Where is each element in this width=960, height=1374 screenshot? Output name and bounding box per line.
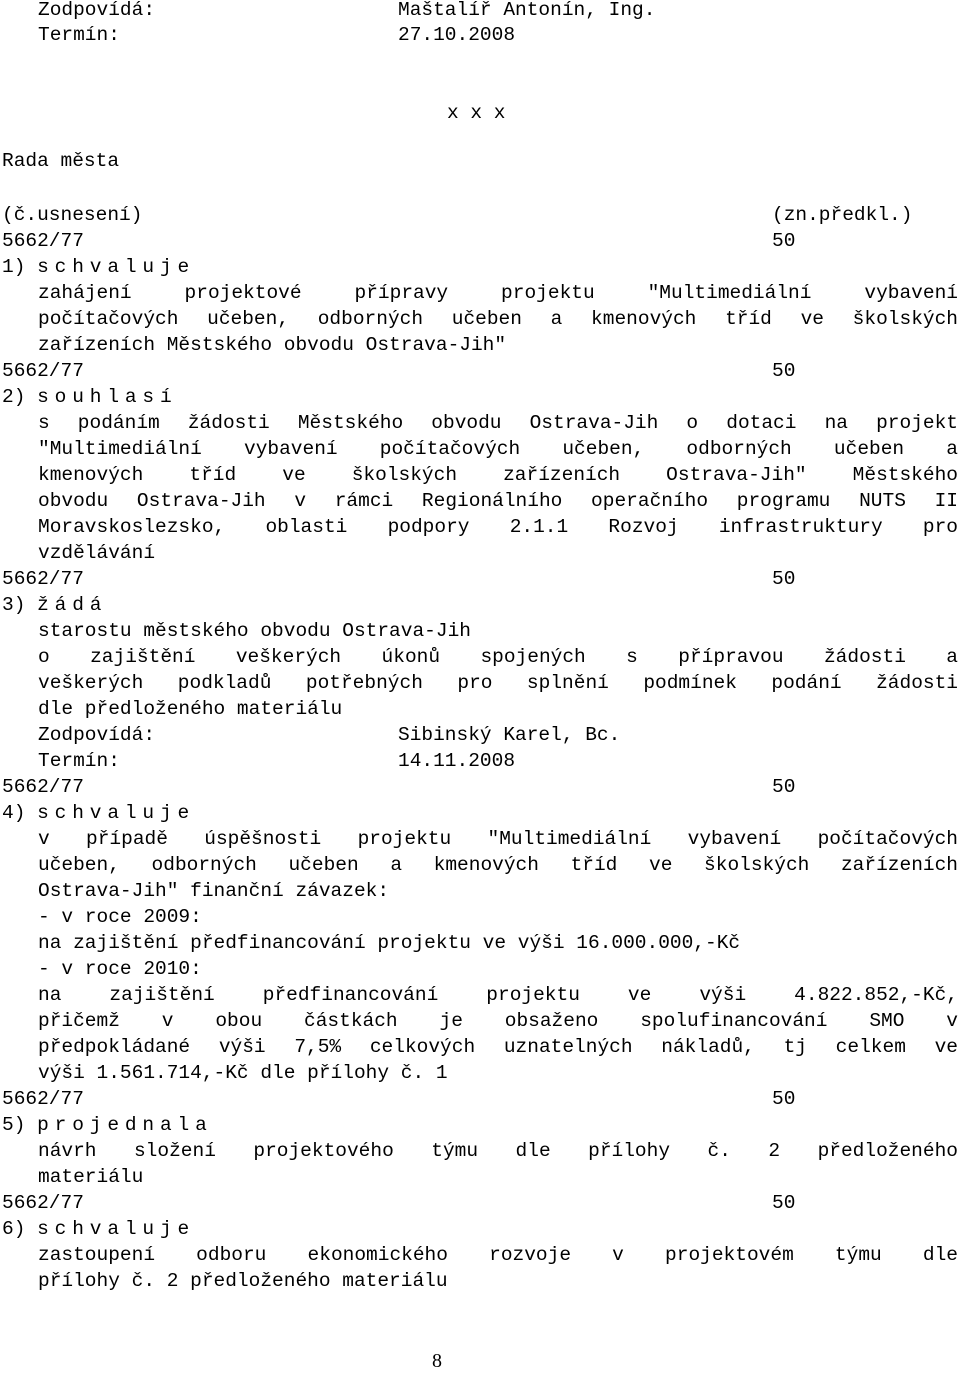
- column-left-header: (č.usnesení): [2, 204, 143, 226]
- resolution-verb: schvaluje: [37, 802, 196, 824]
- resolution-code: 50: [772, 360, 796, 382]
- resolution-verb: projednala: [37, 1114, 213, 1136]
- termin-value: 27.10.2008: [398, 24, 516, 46]
- resolution-code: 50: [772, 568, 796, 590]
- resolution-text: dle předloženého materiálu: [38, 698, 343, 720]
- termin-value: 14.11.2008: [398, 750, 516, 772]
- resolution-text: v případě úspěšnosti projektu "Multimediální vybavení počítačových: [38, 828, 958, 850]
- resolution-text: zastoupení odboru ekonomického rozvoje v projektovém týmu dle: [38, 1244, 958, 1266]
- resolution-text: učeben, odborných učeben a kmenových tříd ve školských zařízeních: [38, 854, 958, 876]
- resolution-number: 5662/77: [2, 568, 84, 590]
- resolution-number: 5662/77: [2, 776, 84, 798]
- zodpovida-value: Maštalíř Antonín, Ing.: [398, 0, 656, 21]
- resolution-text: obvodu Ostrava-Jih v rámci Regionálního operačního programu NUTS II: [38, 490, 958, 512]
- resolution-text: o zajištění veškerých úkonů spojených s přípravou žádosti a: [38, 646, 958, 668]
- resolution-label: 5) projednala: [2, 1114, 213, 1136]
- resolution-text: výši 1.561.714,-Kč dle přílohy č. 1: [38, 1062, 448, 1084]
- termin-label: Termín:: [38, 24, 120, 46]
- rada-title: Rada města: [2, 150, 120, 172]
- resolution-verb: souhlasí: [37, 386, 178, 408]
- resolution-text: s podáním žádosti Městského obvodu Ostrava-Jih o dotaci na projekt: [38, 412, 958, 434]
- zodpovida-label: Zodpovídá:: [38, 724, 156, 746]
- column-right-header: (zn.předkl.): [772, 204, 913, 226]
- page-number: 8: [432, 1350, 442, 1372]
- resolution-text: "Multimediální vybavení počítačových učeben, odborných učeben a: [38, 438, 958, 460]
- resolution-text: kmenových tříd ve školských zařízeních Ostrava-Jih" Městského: [38, 464, 958, 486]
- resolution-text: vzdělávání: [38, 542, 156, 564]
- resolution-code: 50: [772, 1088, 796, 1110]
- resolution-label: 6) schvaluje: [2, 1218, 196, 1240]
- resolution-label: 3) žádá: [2, 594, 108, 616]
- zodpovida-label: Zodpovídá:: [38, 0, 156, 21]
- resolution-text: - v roce 2009:: [38, 906, 202, 928]
- resolution-number: 5662/77: [2, 1192, 84, 1214]
- resolution-text: - v roce 2010:: [38, 958, 202, 980]
- resolution-code: 50: [772, 230, 796, 252]
- resolution-text: přílohy č. 2 předloženého materiálu: [38, 1270, 448, 1292]
- resolution-verb: schvaluje: [37, 256, 196, 278]
- resolution-number: 5662/77: [2, 230, 84, 252]
- resolution-text: Ostrava-Jih" finanční závazek:: [38, 880, 390, 902]
- resolution-text: předpokládané výši 7,5% celkových uznatelných nákladů, tj celkem ve: [38, 1036, 958, 1058]
- resolution-number: 5662/77: [2, 1088, 84, 1110]
- resolution-text: na zajištění předfinancování projektu ve výši 16.000.000,-Kč: [38, 932, 741, 954]
- resolution-label: 4) schvaluje: [2, 802, 196, 824]
- separator: x x x: [447, 102, 506, 124]
- resolution-text: počítačových učeben, odborných učeben a kmenových tříd ve školských: [38, 308, 958, 330]
- resolution-text: přičemž v obou částkách je obsaženo spolufinancování SMO v: [38, 1010, 958, 1032]
- resolution-verb: schvaluje: [37, 1218, 196, 1240]
- resolution-label: 2) souhlasí: [2, 386, 178, 408]
- resolution-text: na zajištění předfinancování projektu ve výši 4.822.852,-Kč,: [38, 984, 958, 1006]
- termin-label: Termín:: [38, 750, 120, 772]
- resolution-text: zařízeních Městského obvodu Ostrava-Jih": [38, 334, 507, 356]
- resolution-label: 1) schvaluje: [2, 256, 196, 278]
- resolution-text: starostu městského obvodu Ostrava-Jih: [38, 620, 471, 642]
- resolution-verb: žádá: [37, 594, 108, 616]
- resolution-text: materiálu: [38, 1166, 144, 1188]
- resolution-text: zahájení projektové přípravy projektu "Multimediální vybavení: [38, 282, 958, 304]
- resolution-text: Moravskoslezsko, oblasti podpory 2.1.1 Rozvoj infrastruktury pro: [38, 516, 958, 538]
- resolution-text: návrh složení projektového týmu dle přílohy č. 2 předloženého: [38, 1140, 958, 1162]
- resolution-number: 5662/77: [2, 360, 84, 382]
- resolution-code: 50: [772, 776, 796, 798]
- resolution-code: 50: [772, 1192, 796, 1214]
- resolution-text: veškerých podkladů potřebných pro splnění podmínek podání žádosti: [38, 672, 958, 694]
- zodpovida-value: Sibinský Karel, Bc.: [398, 724, 621, 746]
